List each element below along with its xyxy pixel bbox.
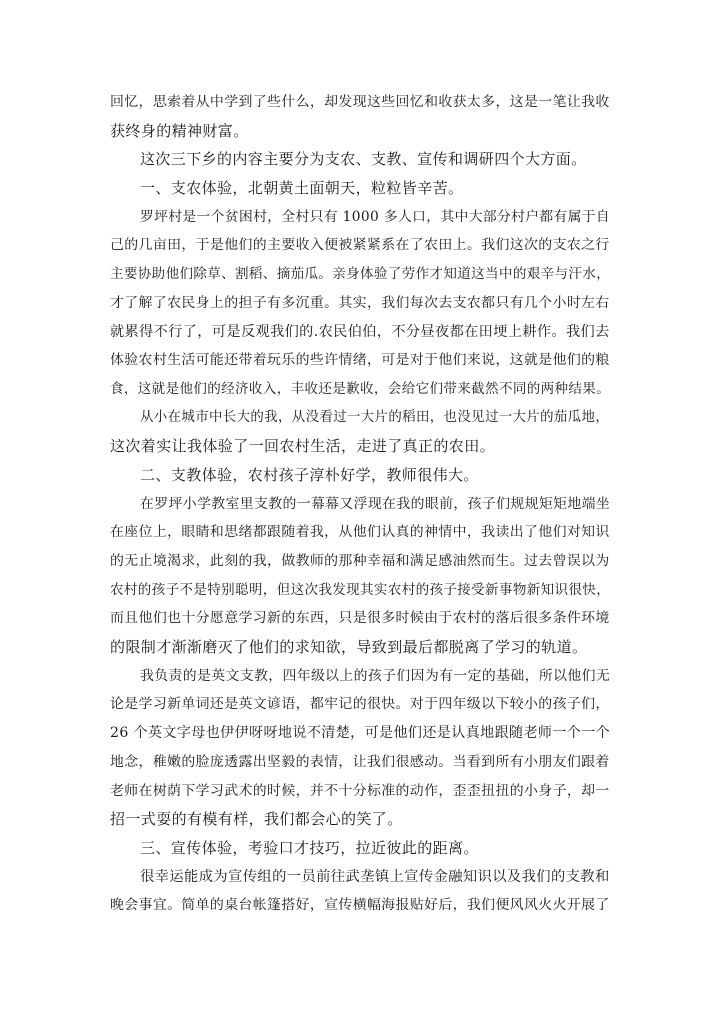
text-line: 老师在树荫下学习武术的时候，并不十分标准的动作，歪歪扭扭的小身子，却一 bbox=[110, 782, 610, 799]
text-line: 主要协助他们除草、割稻、摘茄瓜。亲身体验了劳作才知道这当中的艰辛与汗水， bbox=[110, 266, 611, 283]
text-line: 的无止境渴求，此刻的我，做教师的那种幸福和满足感油然而生。过去曾误以为 bbox=[110, 553, 610, 569]
text-line: 在座位上，眼睛和思绪都跟随着我，从他们认真的神情中，我读出了他们对知识 bbox=[110, 524, 610, 541]
text-line: 论是学习新单词还是英文谚语，都牢记的很快。对于四年级以下较小的孩子们， bbox=[110, 696, 610, 713]
text-line: 26 个英文字母也伊伊呀呀地说不清楚，可是他们还是认真地跟随老师一个一个 bbox=[110, 725, 611, 742]
text-line: 才了解了农民身上的担子有多沉重。其实，我们每次去支农都只有几个小时左右 bbox=[110, 294, 610, 311]
text-line: 获终身的精神财富。 bbox=[110, 121, 249, 140]
text-line: 己的几亩田，于是他们的主要收入便被紧紧系在了农田上。我们这次的支农之行 bbox=[110, 237, 610, 254]
text-line: 从小在城市中长大的我，从没看过一大片的稻田，也没见过一大片的茄瓜地， bbox=[140, 409, 610, 425]
text-line: 地念，稚嫩的脸庞透露出坚毅的表情，让我们很感动。当看到所有小朋友们跟着 bbox=[110, 753, 610, 770]
text-line: 在罗坪小学教室里支教的一幕幕又浮现在我的眼前，孩子们规规矩矩地端坐 bbox=[140, 495, 611, 512]
text-line: 我负责的是英文支教，四年级以上的孩子们因为有一定的基础，所以他们无 bbox=[140, 667, 611, 684]
text-line: 这次三下乡的内容主要分为支农、支教、宣传和调研四个大方面。 bbox=[140, 150, 587, 169]
text-line: 很幸运能成为宣传组的一员前往武垄镇上宣传金融知识以及我们的支教和 bbox=[140, 868, 610, 885]
text-line: 三、宣传体验，考验口才技巧，拉近彼此的距离。 bbox=[140, 838, 479, 857]
text-line: 二、支教体验，农村孩子淳朴好学，教师很伟大。 bbox=[140, 465, 479, 484]
text-line: 农村的孩子不是特别聪明，但这次我发现其实农村的孩子接受新事物新知识很快， bbox=[110, 581, 611, 598]
text-line: 食，这就是他们的经济收入，丰收还是歉收，会给它们带来截然不同的两种结果。 bbox=[110, 380, 611, 397]
text-line: 回忆，思索着从中学到了些什么，却发现这些回忆和收获太多，这是一笔让我收 bbox=[110, 94, 610, 110]
text-line: 就累得不行了，可是反观我们的.农民伯伯，不分昼夜都在田埂上耕作。我们去 bbox=[110, 323, 610, 340]
text-line: 一、支农体验，北朝黄土面朝天，粒粒皆辛苦。 bbox=[140, 179, 464, 198]
text-line: 体验农村生活可能还带着玩乐的些许情绪，可是对于他们来说，这就是他们的粮 bbox=[110, 352, 610, 369]
text-line: 招一式耍的有模有样，我们都会心的笑了。 bbox=[110, 810, 403, 829]
text-line: 晚会事宜。简单的桌台帐篷搭好，宣传横幅海报贴好后，我们便风风火火开展了 bbox=[110, 897, 610, 914]
text-line: 而且他们也十分愿意学习新的东西，只是很多时候由于农村的落后很多条件环境 bbox=[110, 610, 610, 627]
text-line: 罗坪村是一个贫困村，全村只有 1000 多人口，其中大部分村户都有属于自 bbox=[140, 208, 611, 225]
text-line: 的限制才渐渐磨灭了他们的求知欲，导致到最后都脱离了学习的轨道。 bbox=[110, 638, 588, 657]
text-line: 这次着实让我体验了一回农村生活，走进了真正的农田。 bbox=[110, 437, 496, 456]
document-body bbox=[110, 88, 610, 920]
